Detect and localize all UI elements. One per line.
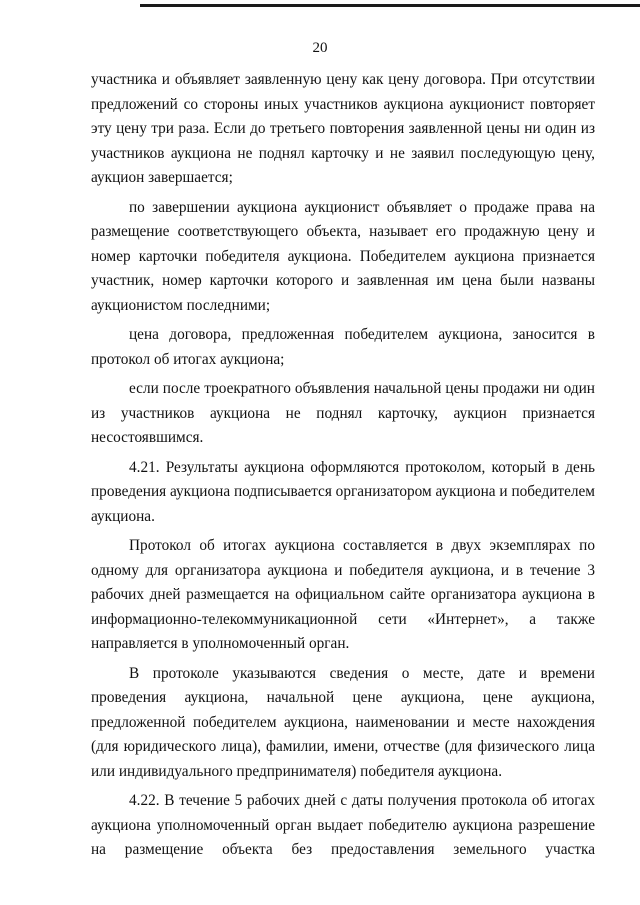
paragraph-protocol: Протокол об итогах аукциона составляется в двух экземплярах по одному для организатора аукциона и победителя аукциона, и в течение 3 рабочих дней размещается на официальном сайте организатора аукциона в информационно-телекоммуникационной сети «Интернет», а также направляется в уполномоченный орган.	[91, 537, 595, 652]
page-number: 20	[312, 40, 328, 56]
top-rule	[140, 4, 640, 7]
paragraph-auction-end: по завершении аукциона аукционист объявляет о продаже права на размещение соответствующего объекта, называет его продажную цену и номер карточки победителя аукциона. Победителем аукциона признается участник, номер карточки которого и заявленная им цена были названы аукционистом последними;	[91, 198, 595, 314]
document-body	[91, 68, 595, 868]
paragraph-continuation: участника и объявляет заявленную цену как цену договора. При отсутствии предложений со стороны иных участников аукциона аукционист повторяет эту цену три раза. Если до третьего повторения заявленной цены ни один из участников аукциона не поднял карточку и не заявил последующую цену, аукцион завершается;	[91, 71, 595, 186]
paragraph-protocol-details: В протоколе указываются сведения о месте, дате и времени проведения аукциона, начальной цене аукциона, цене аукциона, предложенной победителем аукциона, наименовании и месте нахождения (для юридического лица), фамилии, имени, отчестве (для физического лица или индивидуального предпринимателя) победителя аукциона.	[91, 664, 595, 780]
paragraph-4-21: 4.21. Результаты аукциона оформляются протоколом, который в день проведения аукциона подписывается организатором аукциона и победителем аукциона.	[91, 458, 595, 525]
paragraph-failed-auction: если после троекратного объявления начальной цены продажи ни один из участников аукциона не поднял карточку, аукцион признается несостоявшимся.	[91, 380, 595, 446]
paragraph-4-22: 4.22. В течение 5 рабочих дней с даты получения протокола об итогах аукциона уполномоченный орган выдает победителю аукциона разрешение на размещение объекта без предоставления земельного участка	[91, 792, 595, 858]
paragraph-contract-price: цена договора, предложенная победителем аукциона, заносится в протокол об итогах аукциона;	[91, 326, 595, 368]
